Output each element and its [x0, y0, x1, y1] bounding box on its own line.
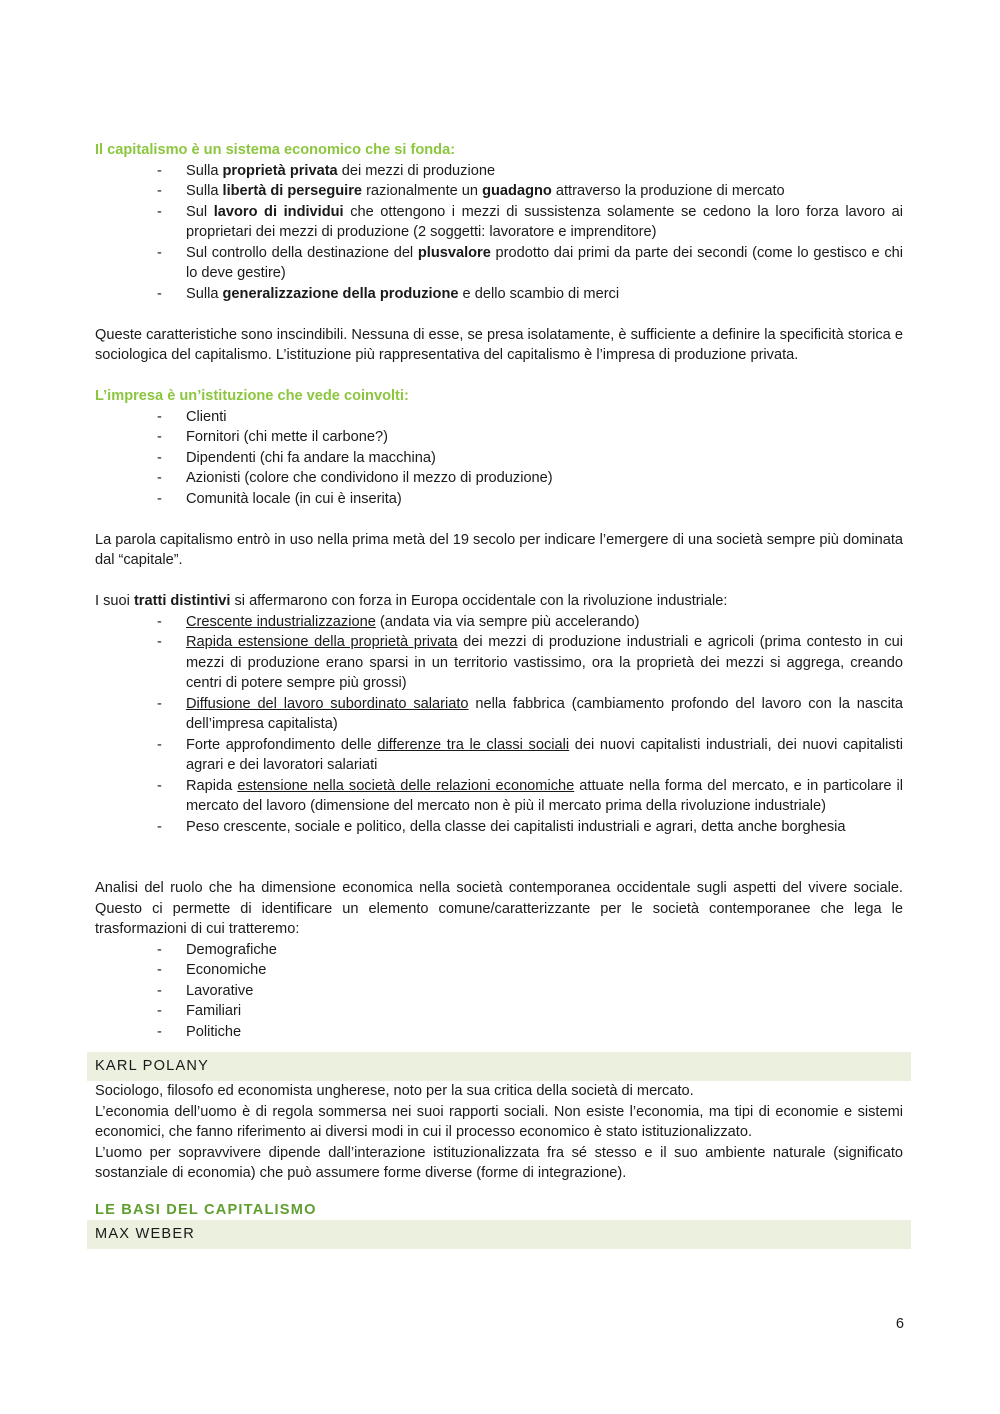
list-item: - Demografiche: [95, 940, 903, 961]
paragraph-origin: La parola capitalismo entrò in uso nella prima metà del 19 secolo per indicare l’emergere di una società sempre più dominata dal “capitale”.: [95, 531, 903, 568]
list-item: - Forte approfondimento delle differenze tra le classi sociali dei nuovi capitalisti industriali, dei nuovi capitalisti agrari e dei lavoratori salariati: [95, 735, 903, 776]
list-item: - Comunità locale (in cui è inserita): [95, 489, 903, 510]
section-heading-capitalismo: Il capitalismo è un sistema economico che si fonda:: [95, 142, 456, 158]
list-item: - Sulla generalizzazione della produzione e dello scambio di merci: [95, 284, 903, 305]
distinctive-traits-list: [95, 612, 903, 838]
list-item: - Peso crescente, sociale e politico, della classe dei capitalisti industriali e agrari, detta anche borghesia: [95, 817, 903, 838]
section-bar-max-weber: MAX WEBER: [87, 1220, 911, 1249]
section-heading-impresa: L’impresa è un’istituzione che vede coinvolti:: [95, 388, 409, 404]
list-item: - Clienti: [95, 407, 903, 428]
polany-paragraph-1: Sociologo, filosofo ed economista ungherese, noto per la sua critica della società di mercato.: [95, 1083, 694, 1099]
page-number: 6: [895, 1316, 904, 1332]
list-item: - Familiari: [95, 1001, 903, 1022]
transformations-list: [95, 940, 903, 1043]
section-heading-basi-capitalismo: LE BASI DEL CAPITALISMO: [95, 1201, 317, 1218]
paragraph-characteristics: Queste caratteristiche sono inscindibili. Nessuna di esse, se presa isolatamente, è sufficiente a definire la specificità storica e sociologica del capitalismo. L’istituzione più rappresentativa del capitalismo è l’impresa di produzione privata.: [95, 326, 903, 363]
list-item: - Crescente industrializzazione (andata via via sempre più accelerando): [95, 612, 903, 633]
paragraph-analysis: Analisi del ruolo che ha dimensione economica nella società contemporanea occidentale sugli aspetti del vivere sociale. Questo ci permette di identificare un elemento comune/caratterizzante per le società contemporanee che lega le trasformazioni di cui tratteremo:: [95, 880, 903, 937]
document-page: [95, 140, 903, 1249]
paragraph-traits-intro: I suoi tratti distintivi si affermarono con forza in Europa occidentale con la rivoluzione industriale:: [95, 593, 728, 609]
list-item: - Sulla libertà di perseguire razionalmente un guadagno attraverso la produzione di mercato: [95, 181, 903, 202]
list-item: - Fornitori (chi mette il carbone?): [95, 427, 903, 448]
polany-paragraph-2: L’economia dell’uomo è di regola sommersa nei suoi rapporti sociali. Non esiste l’economia, ma tipi di economie e sistemi economici, che fanno riferimento ai diversi modi in cui il processo economico è stato istituzionalizzato.: [95, 1103, 903, 1140]
list-item: - Dipendenti (chi fa andare la macchina): [95, 448, 903, 469]
list-item: - Politiche: [95, 1022, 903, 1043]
list-item: - Lavorative: [95, 981, 903, 1002]
list-item: - Rapida estensione della proprietà privata dei mezzi di produzione industriali e agricoli (prima contesto in cui mezzi di produzione erano sparsi in un territorio vastissimo, ora la proprietà dei mezzi si aggrega, creando centri di potere sempre più grossi): [95, 632, 903, 694]
list-item: - Sulla proprietà privata dei mezzi di produzione: [95, 161, 903, 182]
section-bar-karl-polany: KARL POLANY: [87, 1052, 911, 1081]
list-item: - Azionisti (colore che condividono il mezzo di produzione): [95, 468, 903, 489]
capitalism-foundations-list: [95, 161, 903, 305]
polany-paragraph-3: L’uomo per sopravvivere dipende dall’interazione istituzionalizzata fra sé stesso e il suo ambiente naturale (significato sostanziale di economia) che può assumere forme diverse (forme di integrazione).: [95, 1144, 903, 1181]
list-item: - Sul controllo della destinazione del plusvalore prodotto dai primi da parte dei secondi (come lo gestisco e chi lo deve gestire): [95, 243, 903, 284]
list-item: - Rapida estensione nella società delle relazioni economiche attuate nella forma del mercato, e in particolare il mercato del lavoro (dimensione del mercato non è più il mercato prima della rivoluzione industriale): [95, 776, 903, 817]
list-item: - Economiche: [95, 960, 903, 981]
list-item: - Sul lavoro di individui che ottengono i mezzi di sussistenza solamente se cedono la loro forza lavoro ai proprietari dei mezzi di produzione (2 soggetti: lavoratore e imprenditore): [95, 202, 903, 243]
list-item: - Diffusione del lavoro subordinato salariato nella fabbrica (cambiamento profondo del lavoro con la nascita dell’impresa capitalista): [95, 694, 903, 735]
stakeholders-list: [95, 407, 903, 510]
